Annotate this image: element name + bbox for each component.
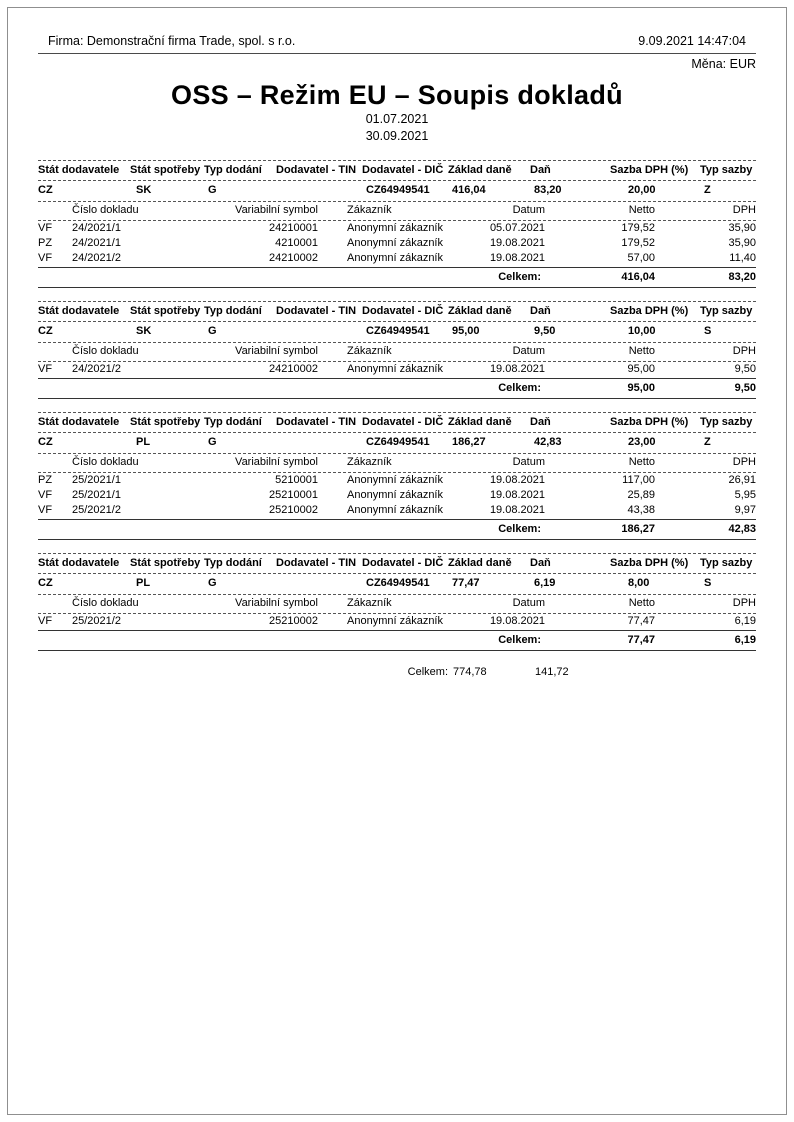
- grand-total-label: Celkem:: [407, 666, 448, 678]
- detail-header-zakaznik: Zákazník: [347, 345, 392, 357]
- header-dodavatel-dic: Dodavatel - DIČ: [362, 416, 444, 428]
- detail-header-datum: Datum: [512, 597, 545, 609]
- consumer-state-value: PL: [136, 577, 151, 589]
- detail-header-variabilni-symbol: Variabilní symbol: [235, 597, 318, 609]
- header-stat-spotreby: Stát spotřeby: [130, 305, 201, 317]
- detail-header-cislo-dokladu: Číslo dokladu: [72, 456, 139, 468]
- supplier-state-value: CZ: [38, 184, 53, 196]
- doc-netto: 25,89: [627, 489, 655, 501]
- header-dan: Daň: [530, 557, 551, 569]
- detail-header-cislo-dokladu: Číslo dokladu: [72, 345, 139, 357]
- print-datetime: 9.09.2021 14:47:04: [638, 34, 746, 48]
- doc-netto: 179,52: [621, 222, 655, 234]
- doc-number: 24/2021/1: [72, 237, 121, 249]
- firm-label: Firma:: [48, 34, 84, 48]
- delivery-type-value: G: [208, 184, 217, 196]
- tax-base-value: 77,47: [452, 577, 480, 589]
- delivery-type-value: G: [208, 436, 217, 448]
- group-total-row: [38, 378, 756, 399]
- doc-date: 05.07.2021: [489, 222, 545, 234]
- consumer-state-value: SK: [136, 325, 152, 337]
- tax-rate-value: 10,00: [628, 325, 656, 337]
- doc-dph: 6,19: [734, 615, 756, 627]
- doc-type: VF: [38, 489, 53, 501]
- group-total-dph: 9,50: [734, 382, 756, 394]
- grand-total-base: 774,78: [453, 666, 487, 678]
- doc-type: VF: [38, 252, 53, 264]
- firm-name: Demonstrační firma Trade, spol. s r.o.: [86, 34, 296, 48]
- document-rows: [38, 473, 756, 518]
- header-sazba-dph: Sazba DPH (%): [610, 557, 689, 569]
- rate-type-value: Z: [704, 184, 711, 196]
- header-dodavatel-dic: Dodavatel - DIČ: [362, 557, 444, 569]
- detail-header-empty: [38, 596, 72, 611]
- doc-type: PZ: [38, 474, 53, 486]
- group-total-label: Celkem:: [498, 271, 541, 283]
- header-stat-dodavatele: Stát dodavatele: [38, 305, 120, 317]
- customer-name: Anonymní zákazník: [347, 489, 443, 501]
- header-zaklad-dane: Základ daně: [448, 416, 512, 428]
- detail-header-row: [38, 343, 756, 362]
- page-frame: [7, 7, 787, 1115]
- document-row: [38, 473, 756, 488]
- doc-date: 19.08.2021: [489, 237, 545, 249]
- supplier-tin-value: [276, 435, 362, 450]
- group-total-label: Celkem:: [498, 382, 541, 394]
- date-to: 30.09.2021: [365, 129, 429, 143]
- group-values-row: [38, 433, 756, 454]
- header-dodavatel-tin: Dodavatel - TIN: [276, 557, 357, 569]
- header-stat-dodavatele: Stát dodavatele: [38, 164, 120, 176]
- doc-number: 25/2021/1: [72, 474, 121, 486]
- variable-symbol: 25210002: [269, 615, 318, 627]
- header-divider: [38, 53, 756, 54]
- detail-header-dph: DPH: [732, 456, 756, 468]
- header-typ-sazby: Typ sazby: [700, 164, 753, 176]
- doc-number: 24/2021/1: [72, 222, 121, 234]
- group-total-netto: 77,47: [627, 634, 655, 646]
- group-total-netto: 186,27: [621, 523, 655, 535]
- doc-date: 19.08.2021: [489, 504, 545, 516]
- tax-value: 6,19: [534, 577, 556, 589]
- header-stat-dodavatele: Stát dodavatele: [38, 557, 120, 569]
- doc-type: VF: [38, 615, 53, 627]
- group-values-row: [38, 322, 756, 343]
- header-zaklad-dane: Základ daně: [448, 164, 512, 176]
- header-dan: Daň: [530, 164, 551, 176]
- doc-type: VF: [38, 504, 53, 516]
- rate-type-value: S: [704, 577, 712, 589]
- customer-name: Anonymní zákazník: [347, 504, 443, 516]
- header-typ-sazby: Typ sazby: [700, 557, 753, 569]
- variable-symbol: 24210002: [269, 363, 318, 375]
- doc-date: 19.08.2021: [489, 489, 545, 501]
- tax-value: 42,83: [534, 436, 562, 448]
- consumer-state-value: SK: [136, 184, 152, 196]
- doc-number: 25/2021/2: [72, 504, 121, 516]
- customer-name: Anonymní zákazník: [347, 237, 443, 249]
- variable-symbol: 5210001: [275, 474, 318, 486]
- detail-header-dph: DPH: [732, 597, 756, 609]
- tax-group-section: [38, 412, 756, 540]
- doc-dph: 5,95: [734, 489, 756, 501]
- document-row: [38, 503, 756, 518]
- document-rows: [38, 614, 756, 629]
- variable-symbol: 25210002: [269, 504, 318, 516]
- doc-date: 19.08.2021: [489, 252, 545, 264]
- supplier-tin-value: [276, 324, 362, 339]
- grand-total-row: [38, 664, 756, 680]
- grand-total-tax: 141,72: [535, 666, 569, 678]
- group-header-row: [38, 301, 756, 322]
- group-total-dph: 42,83: [728, 523, 756, 535]
- rate-type-value: S: [704, 325, 712, 337]
- document-rows: [38, 362, 756, 377]
- customer-name: Anonymní zákazník: [347, 615, 443, 627]
- document-row: [38, 251, 756, 266]
- group-total-netto: 95,00: [627, 382, 655, 394]
- supplier-dic-value: CZ64949541: [366, 184, 430, 196]
- tax-base-value: 416,04: [452, 184, 486, 196]
- header-zaklad-dane: Základ daně: [448, 557, 512, 569]
- group-header-row: [38, 412, 756, 433]
- detail-header-netto: Netto: [628, 345, 655, 357]
- header-dodavatel-dic: Dodavatel - DIČ: [362, 305, 444, 317]
- detail-header-empty: [38, 344, 72, 359]
- header-typ-sazby: Typ sazby: [700, 416, 753, 428]
- supplier-tin-value: [276, 576, 362, 591]
- tax-base-value: 186,27: [452, 436, 486, 448]
- group-header-row: [38, 160, 756, 181]
- doc-dph: 35,90: [728, 222, 756, 234]
- document-row: [38, 362, 756, 377]
- tax-value: 83,20: [534, 184, 562, 196]
- doc-number: 25/2021/2: [72, 615, 121, 627]
- detail-header-zakaznik: Zákazník: [347, 204, 392, 216]
- doc-netto: 95,00: [627, 363, 655, 375]
- tax-rate-value: 8,00: [628, 577, 650, 589]
- doc-type: PZ: [38, 237, 53, 249]
- detail-header-datum: Datum: [512, 456, 545, 468]
- header-dodavatel-dic: Dodavatel - DIČ: [362, 164, 444, 176]
- detail-header-variabilni-symbol: Variabilní symbol: [235, 204, 318, 216]
- date-from: 01.07.2021: [365, 112, 429, 126]
- doc-number: 24/2021/2: [72, 252, 121, 264]
- supplier-tin-value: [276, 183, 362, 198]
- group-total-label: Celkem:: [498, 523, 541, 535]
- doc-date: 19.08.2021: [489, 615, 545, 627]
- report-title: OSS – Režim EU – Soupis dokladů: [171, 80, 623, 110]
- tax-group-section: [38, 160, 756, 288]
- doc-type: VF: [38, 222, 53, 234]
- customer-name: Anonymní zákazník: [347, 474, 443, 486]
- variable-symbol: 4210001: [275, 237, 318, 249]
- group-total-row: [38, 519, 756, 540]
- header-sazba-dph: Sazba DPH (%): [610, 164, 689, 176]
- header-stat-dodavatele: Stát dodavatele: [38, 416, 120, 428]
- delivery-type-value: G: [208, 325, 217, 337]
- doc-netto: 57,00: [627, 252, 655, 264]
- group-header-row: [38, 553, 756, 574]
- doc-dph: 11,40: [729, 252, 756, 264]
- header-sazba-dph: Sazba DPH (%): [610, 305, 689, 317]
- detail-header-empty: [38, 455, 72, 470]
- supplier-dic-value: CZ64949541: [366, 577, 430, 589]
- header-sazba-dph: Sazba DPH (%): [610, 416, 689, 428]
- detail-header-row: [38, 454, 756, 473]
- header-dodavatel-tin: Dodavatel - TIN: [276, 305, 357, 317]
- doc-date: 19.08.2021: [489, 474, 545, 486]
- header-dodavatel-tin: Dodavatel - TIN: [276, 164, 357, 176]
- header-dan: Daň: [530, 416, 551, 428]
- rate-type-value: Z: [704, 436, 711, 448]
- detail-header-cislo-dokladu: Číslo dokladu: [72, 204, 139, 216]
- detail-header-zakaznik: Zákazník: [347, 456, 392, 468]
- customer-name: Anonymní zákazník: [347, 222, 443, 234]
- doc-date: 19.08.2021: [489, 363, 545, 375]
- doc-dph: 35,90: [728, 237, 756, 249]
- supplier-state-value: CZ: [38, 325, 53, 337]
- consumer-state-value: PL: [136, 436, 151, 448]
- tax-group-section: [38, 301, 756, 399]
- detail-header-datum: Datum: [512, 204, 545, 216]
- group-values-row: [38, 574, 756, 595]
- doc-dph: 9,50: [734, 363, 756, 375]
- customer-name: Anonymní zákazník: [347, 252, 443, 264]
- doc-netto: 179,52: [621, 237, 655, 249]
- variable-symbol: 24210001: [269, 222, 318, 234]
- doc-netto: 117,00: [622, 474, 655, 486]
- supplier-dic-value: CZ64949541: [366, 436, 430, 448]
- tax-base-value: 95,00: [452, 325, 480, 337]
- detail-header-row: [38, 202, 756, 221]
- group-total-label: Celkem:: [498, 634, 541, 646]
- header-stat-spotreby: Stát spotřeby: [130, 416, 201, 428]
- header-zaklad-dane: Základ daně: [448, 305, 512, 317]
- supplier-state-value: CZ: [38, 577, 53, 589]
- detail-header-dph: DPH: [732, 345, 756, 357]
- detail-header-empty: [38, 203, 72, 218]
- header-typ-dodani: Typ dodání: [204, 305, 262, 317]
- group-total-row: [38, 267, 756, 288]
- group-total-netto: 416,04: [621, 271, 655, 283]
- header-typ-dodani: Typ dodání: [204, 416, 262, 428]
- document-row: [38, 221, 756, 236]
- tax-group-section: [38, 553, 756, 651]
- document-row: [38, 614, 756, 629]
- detail-header-row: [38, 595, 756, 614]
- detail-header-variabilni-symbol: Variabilní symbol: [235, 456, 318, 468]
- header-typ-sazby: Typ sazby: [700, 305, 753, 317]
- header-dan: Daň: [530, 305, 551, 317]
- group-total-dph: 6,19: [734, 634, 756, 646]
- delivery-type-value: G: [208, 577, 217, 589]
- tax-rate-value: 20,00: [628, 184, 656, 196]
- detail-header-netto: Netto: [628, 597, 655, 609]
- detail-header-zakaznik: Zákazník: [347, 597, 392, 609]
- detail-header-cislo-dokladu: Číslo dokladu: [72, 597, 139, 609]
- doc-number: 24/2021/2: [72, 363, 121, 375]
- variable-symbol: 25210001: [269, 489, 318, 501]
- header-dodavatel-tin: Dodavatel - TIN: [276, 416, 357, 428]
- group-values-row: [38, 181, 756, 202]
- doc-dph: 9,97: [734, 504, 756, 516]
- detail-header-netto: Netto: [628, 204, 655, 216]
- detail-header-variabilni-symbol: Variabilní symbol: [235, 345, 318, 357]
- group-total-row: [38, 630, 756, 651]
- doc-type: VF: [38, 363, 53, 375]
- firm-line: [48, 34, 295, 48]
- doc-netto: 77,47: [627, 615, 655, 627]
- header-stat-spotreby: Stát spotřeby: [130, 557, 201, 569]
- detail-header-dph: DPH: [732, 204, 756, 216]
- document-rows: [38, 221, 756, 266]
- document-row: [38, 488, 756, 503]
- currency-label: Měna: EUR: [691, 57, 756, 71]
- header-typ-dodani: Typ dodání: [204, 557, 262, 569]
- report-header: [38, 34, 756, 48]
- header-typ-dodani: Typ dodání: [204, 164, 262, 176]
- doc-number: 25/2021/1: [72, 489, 121, 501]
- variable-symbol: 24210002: [269, 252, 318, 264]
- document-row: [38, 236, 756, 251]
- customer-name: Anonymní zákazník: [347, 363, 443, 375]
- tax-groups-container: [38, 160, 756, 651]
- detail-header-datum: Datum: [512, 345, 545, 357]
- doc-netto: 43,38: [627, 504, 655, 516]
- header-stat-spotreby: Stát spotřeby: [130, 164, 201, 176]
- tax-rate-value: 23,00: [628, 436, 656, 448]
- doc-dph: 26,91: [728, 474, 756, 486]
- detail-header-netto: Netto: [628, 456, 655, 468]
- supplier-dic-value: CZ64949541: [366, 325, 430, 337]
- tax-value: 9,50: [534, 325, 556, 337]
- group-total-dph: 83,20: [728, 271, 756, 283]
- supplier-state-value: CZ: [38, 436, 53, 448]
